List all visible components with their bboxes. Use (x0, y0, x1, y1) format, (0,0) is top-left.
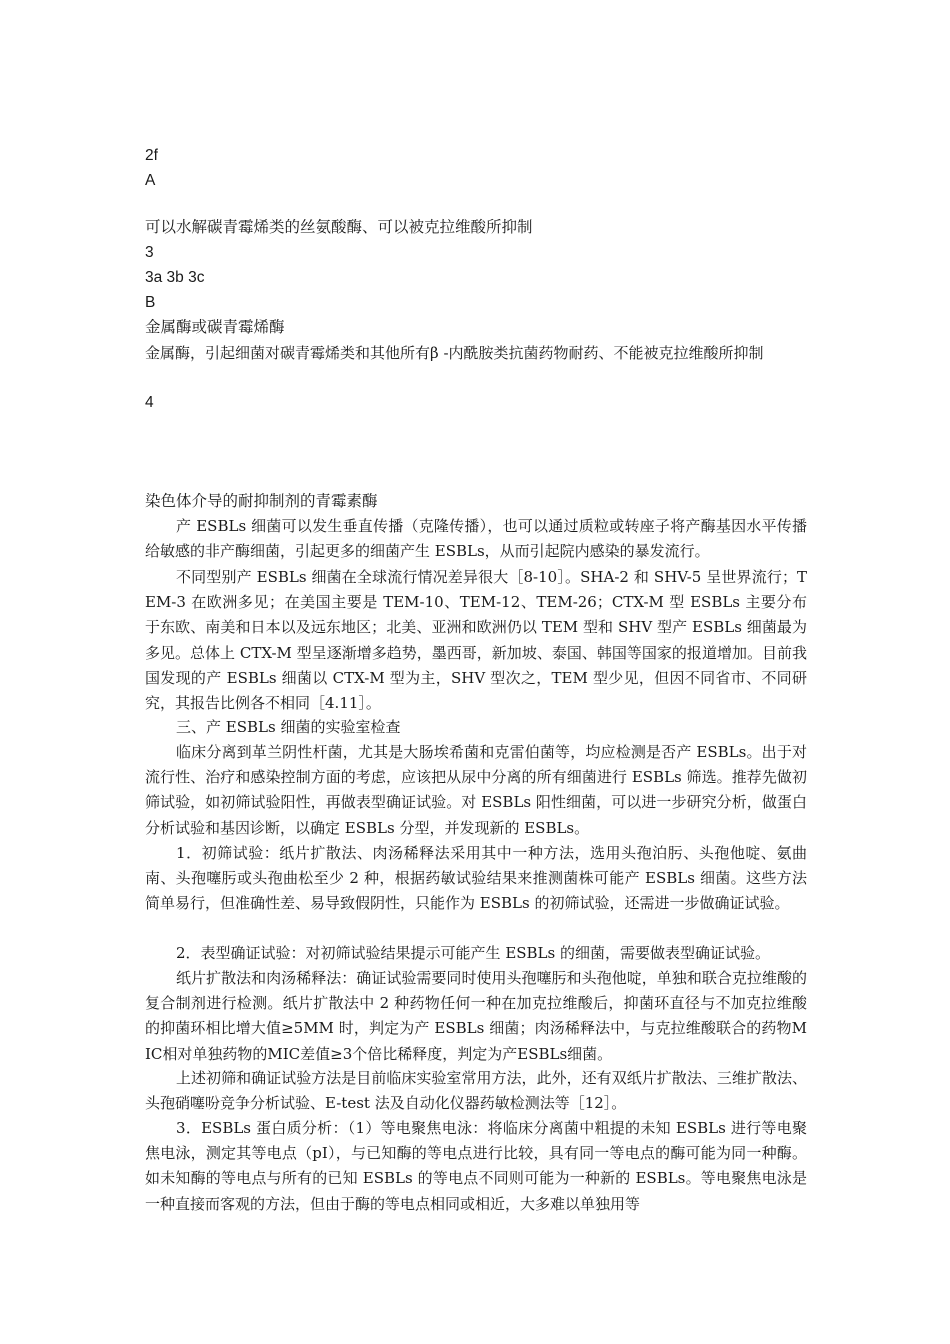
paragraph-protein-analysis: 3．ESBLs 蛋白质分析：（1）等电聚焦电泳：将临床分离菌中粗提的未知 ESBLs 进行等电聚焦电泳，测定其等电点（pI），与已知酶的等电点进行比较，具有同一等电点的酶可能为同一种酶。如未知酶的等电点与所有的已知 ESBLs 的等电点不同则可能为一种新的 ESBLs。等电聚焦电泳是一种直接而客观的方法，但由于酶的等电点相同或相近，大多难以单独用等 (145, 1119, 807, 1213)
table-cell-subgroups-3: 3a 3b 3c (145, 269, 205, 286)
paragraph-lab-overview: 临床分离到革兰阴性杆菌，尤其是大肠埃希菌和克雷伯菌等，均应检测是否产 ESBLs。出于对流行性、治疗和感染控制方面的考虑，应该把从尿中分离的所有细菌进行 ESBLs 筛选。推荐先做初筛试验，如初筛试验阳性，再做表型确证试验。对 ESBLs 阳性细菌，可以进一步研究分析，做蛋白分析试验和基因诊断，以确定 ESBLs 分型，并发现新的 ESBLs。 (145, 743, 807, 837)
table-cell-2f: 2f (145, 147, 158, 164)
paragraph-screening-test: 1．初筛试验：纸片扩散法、肉汤稀释法采用其中一种方法，选用头孢泊肟、头孢他啶、氨曲南、头孢噻肟或头孢曲松至少 2 种，根据药敏试验结果来推测菌株可能产 ESBLs 细菌。这些方法简单易行，但准确性差、易导致假阴性，只能作为 ESBLs 的初筛试验，还需进一步做确证试验。 (145, 844, 807, 913)
table-cell-group-4: 4 (145, 394, 154, 411)
table-cell-group-3: 3 (145, 244, 154, 261)
table-cell-description-2f: 可以水解碳青霉烯类的丝氨酸酶、可以被克拉维酸所抑制 (145, 218, 533, 236)
paragraph-epidemiology: 不同型别产 ESBLs 细菌在全球流行情况差异很大［8-10］。SHA-2 和 SHV-5 呈世界流行；TEM-3 在欧洲多见；在美国主要是 TEM-10、TEM-12、TEM-26；CTX-M 型 ESBLs 主要分布于东欧、南美和日本以及远东地区；北美、亚洲和欧洲仍以 TEM 型和 SHV 型产 ESBLs 细菌最为多见。总体上 CTX-M 型呈逐渐增多趋势，墨西哥，新加坡、泰国、韩国等国家的报道增加。目前我国发现的产 ESBLs 细菌以 CTX-M 型为主，SHV 型次之，TEM 型少见，但因不同省市、不同研究，其报告比例各不相同［4.11］。 (145, 568, 807, 713)
paragraph-transmission: 产 ESBLs 细菌可以发生垂直传播（克隆传播），也可以通过质粒或转座子将产酶基因水平传播给敏感的非产酶细菌，引起更多的细菌产生 ESBLs，从而引起院内感染的暴发流行。 (145, 517, 807, 561)
paragraph-other-methods: 上述初筛和确证试验方法是目前临床实验室常用方法，此外，还有双纸片扩散法、三维扩散法、头孢硝噻吩竞争分析试验、E-test 法及自动化仪器药敏检测法等［12］。 (145, 1069, 807, 1113)
paragraph-confirmatory-test: 2．表型确证试验：对初筛试验结果提示可能产生 ESBLs 的细菌，需要做表型确证试验。 (176, 944, 770, 962)
table-cell-description-4: 染色体介导的耐抑制剂的青霉素酶 (145, 492, 378, 510)
paragraph-disk-broth-methods: 纸片扩散法和肉汤稀释法：确证试验需要同时使用头孢噻肟和头孢他啶，单独和联合克拉维酸的复合制剂进行检测。纸片扩散法中 2 种药物任何一种在加克拉维酸后，抑菌环直径与不加克拉维酸的抑菌环相比增大值≥5MM 时，判定为产 ESBLs 细菌；肉汤稀释法中，与克拉维酸联合的药物MIC相对单独药物的MIC差值≥3个倍比稀释度，判定为产ESBLs细菌。 (145, 969, 807, 1063)
section-heading-lab-tests: 三、产 ESBLs 细菌的实验室检查 (176, 718, 401, 736)
table-cell-class-a: A (145, 172, 156, 189)
table-cell-class-b: B (145, 294, 156, 311)
table-cell-description-3: 金属酶，引起细菌对碳青霉烯类和其他所有β -内酰胺类抗菌药物耐药、不能被克拉维酸所抑制 (145, 344, 764, 362)
table-cell-enzyme-type-3: 金属酶或碳青霉烯酶 (145, 318, 285, 336)
